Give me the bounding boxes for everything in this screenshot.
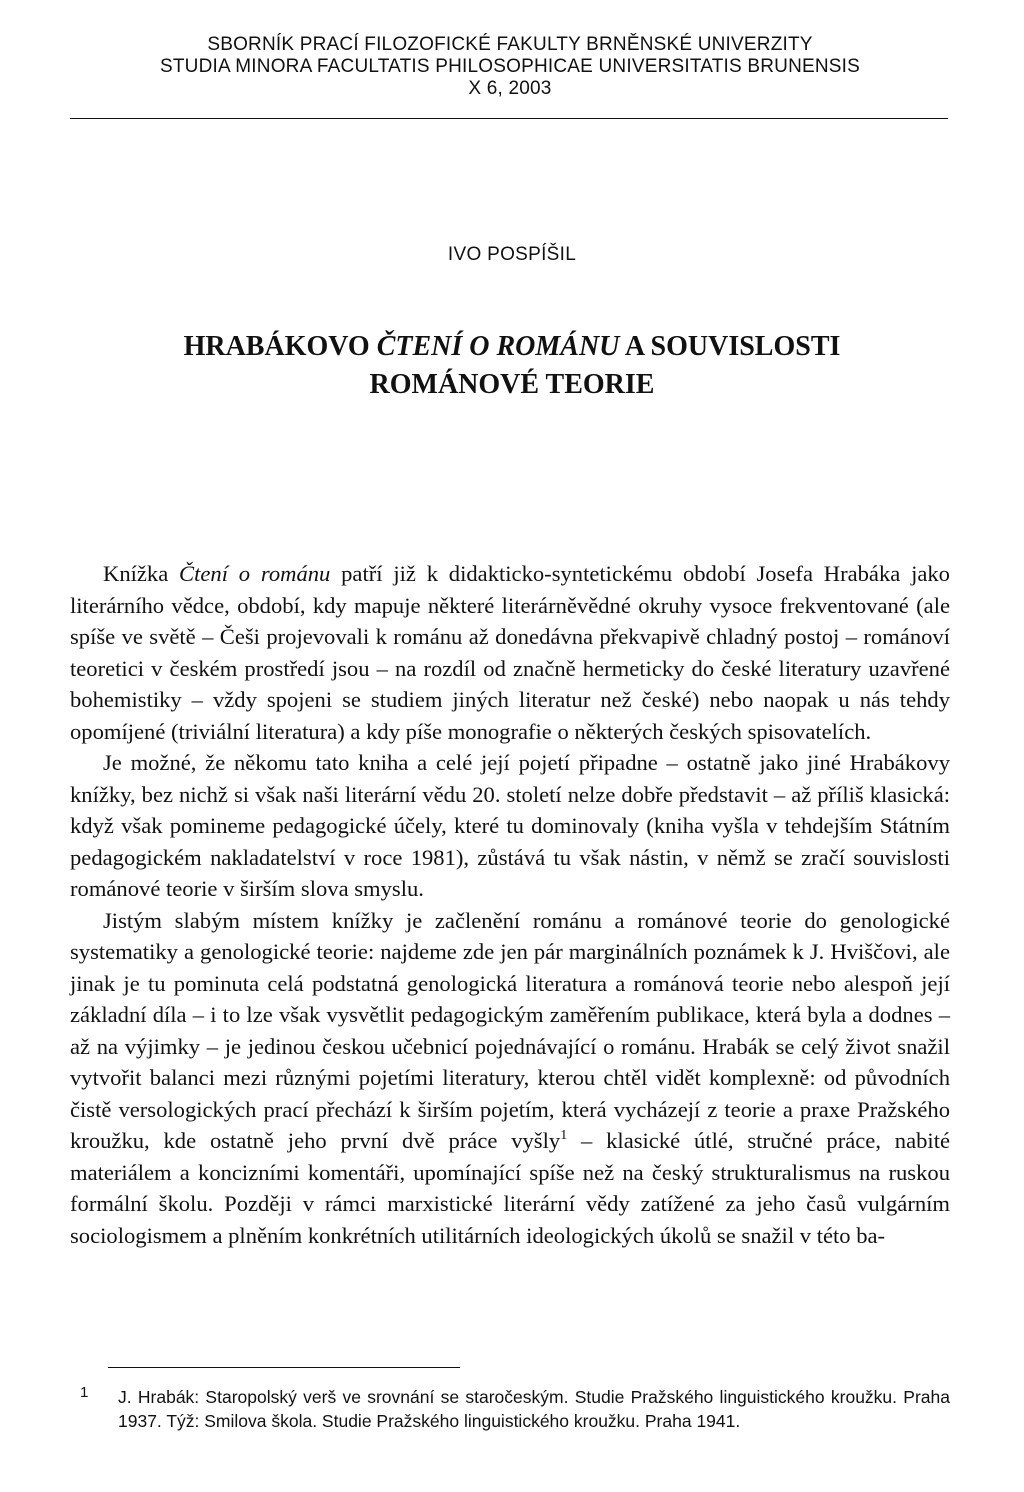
title-line-2: ROMÁNOVÉ TEORIE	[369, 369, 655, 400]
article-title	[80, 328, 944, 404]
paragraph-3	[70, 905, 950, 1252]
journal-title-latin: STUDIA MINORA FACULTATIS PHILOSOPHICAE UNIVERSITATIS BRUNENSIS	[159, 56, 861, 77]
p3-text-b: – klasické útlé, stručné práce, nabité materiálem a koncizními komentáři, upomínající spíše než na český strukturalismus na ruskou formální školu. Později v rámci marxistické literární vědy zatížené za jeho časů vulgárním sociologismem a plněním konkrétních utilitárních ideologických úkolů se snažil v této ba-	[70, 1128, 951, 1248]
footnote-divider	[108, 1367, 460, 1368]
article-body	[70, 558, 950, 1251]
p1-book-title: Čtení o románu	[179, 561, 331, 586]
paragraph-2: Je možné, že někomu tato kniha a celé její pojetí připadne – ostatně jako jiné Hrabákovy knížky, bez nichž si však naši literární vědu 20. století nelze dobře představit – až příliš klasická: když však pomineme pedagogické účely, které tu dominovaly (kniha vyšla v tehdejším Státním pedagogickém nakladatelství v roce 1981), zůstává tu však nástin, v němž se zračí souvislosti románové teorie v širším slova smyslu.	[70, 750, 950, 901]
footnote	[70, 1385, 950, 1433]
title-line-1	[80, 328, 944, 366]
p1-text: patří již k didakticko-syntetickému období Josefa Hrabáka jako literárního vědce, období, kdy mapuje některé literárněvědné okruhy vysoce frekventované (ale spíše ve světě – Češi projevovali k románu až donedávna překvapivě chladný postoj – románoví teoretici v českém prostředí jsou – na rozdíl od značně hermeticky do české literatury uzavřené bohemistiky – vždy spojeni se studiem jiných literatur než české) nebo naopak u nás tehdy opomíjené (triviální literatura) a kdy píše monografie o některých českých spisovatelích.	[70, 561, 950, 744]
p1-lead: Knížka	[103, 561, 180, 586]
footnote-number: 1	[80, 1384, 89, 1401]
footnote-ref[interactable]: 1	[560, 1128, 568, 1143]
title-italic-work: ČTENÍ O ROMÁNU	[376, 331, 620, 362]
journal-title-czech: SBORNÍK PRACÍ FILOZOFICKÉ FAKULTY BRNĚNSKÉ UNIVERZITY	[207, 34, 813, 55]
title-part-1: HRABÁKOVO	[183, 331, 377, 362]
journal-header	[70, 34, 950, 100]
footnote-text: J. Hrabák: Staropolský verš ve srovnání se staročeským. Studie Pražského linguistického kroužku. Praha 1937. Týž: Smilova škola. Studie Pražského linguistického kroužku. Praha 1941.	[118, 1387, 950, 1431]
article-author: IVO POSPÍŠIL	[447, 244, 577, 265]
p3-text-a: Jistým slabým místem knížky je začlenění románu a románové teorie do genologické systematiky a genologické teorie: najdeme zde jen pár marginálních poznámek k J. Hviščovi, ale jinak je tu pominuta celá podstatná genologická literatura a románová teorie nebo alespoň její základní díla – i to lze však vysvětlit pedagogickým zaměřením publikace, která byla a dodnes – až na výjimky – je jedinou českou učebnicí pojednávající o románu. Hrabák se celý život snažil vytvořit balanci mezi různými pojetími literatury, kterou chtěl vidět komplexně: od původních čistě versologických prací přechází k širším pojetím, která vycházejí z teorie a praxe Pražského kroužku, kde ostatně jeho první dvě práce vyšly	[70, 907, 950, 1153]
journal-volume: X 6, 2003	[468, 78, 552, 99]
paragraph-1	[70, 558, 950, 747]
title-part-2: A SOUVISLOSTI	[619, 331, 841, 362]
header-divider	[70, 118, 948, 119]
